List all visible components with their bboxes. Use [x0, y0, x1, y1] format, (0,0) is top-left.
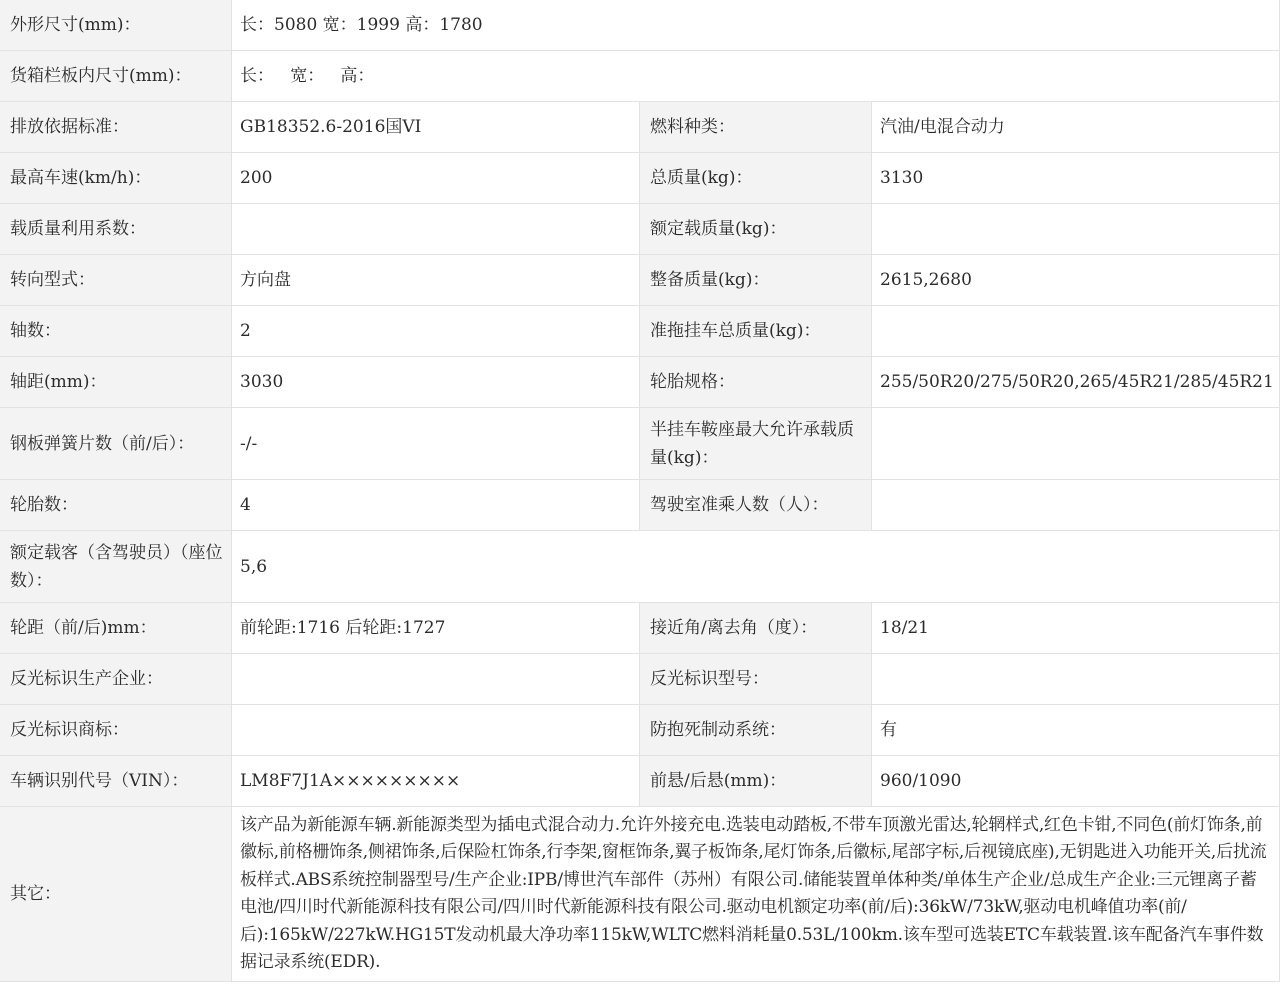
value-dimensions: 长：5080 宽：1999 高：1780	[232, 0, 1280, 51]
value-abs: 有	[872, 705, 1280, 756]
value-remarks: 该产品为新能源车辆.新能源类型为插电式混合动力.允许外接充电.选装电动踏板,不带车顶激光雷达,轮辋样式,红色卡钳,不同色(前灯饰条,前徽标,前格栅饰条,侧裙饰条,后保险杠饰条,行李架,窗框饰条,翼子板饰条,尾灯饰条,后徽标,尾部字标,后视镜底座),无钥匙进入功能开关,后扰流板样式.ABS系统控制器型号/生产企业:IPB/博世汽车部件（苏州）有限公司.储能装置单体种类/单体生产企业/总成生产企业:三元锂离子蓄电池/四川时代新能源科技有限公司/四川时代新能源科技有限公司.驱动电机额定功率(前/后):36kW/73kW,驱动电机峰值功率(前/后):165kW/227kW.HG15T发动机最大净功率115kW,WLTC燃料消耗量0.53L/100km.该车型可选装ETC车载装置.该车配备汽车事件数据记录系统(EDR).	[232, 807, 1280, 982]
label-cab-capacity: 驾驶室准乘人数（人）：	[640, 480, 872, 531]
label-max-speed: 最高车速(km/h)：	[0, 153, 232, 204]
label-cargo-box-dimensions: 货箱栏板内尺寸(mm)：	[0, 51, 232, 102]
value-reflective-manufacturer	[232, 654, 640, 705]
value-axle-count: 2	[232, 306, 640, 357]
label-tire-spec: 轮胎规格：	[640, 357, 872, 408]
value-curb-weight: 2615,2680	[872, 255, 1280, 306]
value-tire-count: 4	[232, 480, 640, 531]
value-tire-spec: 255/50R20/275/50R20,265/45R21/285/45R21	[872, 357, 1280, 408]
value-max-speed: 200	[232, 153, 640, 204]
label-curb-weight: 整备质量(kg)：	[640, 255, 872, 306]
label-fuel-type: 燃料种类：	[640, 102, 872, 153]
value-approach-departure-angle: 18/21	[872, 603, 1280, 654]
value-cab-capacity	[872, 480, 1280, 531]
value-reflective-trademark	[232, 705, 640, 756]
label-load-utilization: 载质量利用系数：	[0, 204, 232, 255]
label-track-width: 轮距（前/后)mm：	[0, 603, 232, 654]
value-total-mass: 3130	[872, 153, 1280, 204]
value-emission-standard: GB18352.6-2016国VI	[232, 102, 640, 153]
value-track-width: 前轮距:1716 后轮距:1727	[232, 603, 640, 654]
label-approach-departure-angle: 接近角/离去角（度）：	[640, 603, 872, 654]
label-steering-type: 转向型式：	[0, 255, 232, 306]
label-reflective-trademark: 反光标识商标：	[0, 705, 232, 756]
value-fuel-type: 汽油/电混合动力	[872, 102, 1280, 153]
label-abs: 防抱死制动系统：	[640, 705, 872, 756]
value-leaf-springs: -/-	[232, 408, 640, 480]
value-rated-load	[872, 204, 1280, 255]
label-axle-count: 轴数：	[0, 306, 232, 357]
label-remarks: 其它：	[0, 807, 232, 982]
value-trailer-mass	[872, 306, 1280, 357]
value-wheelbase: 3030	[232, 357, 640, 408]
value-load-utilization	[232, 204, 640, 255]
label-reflective-manufacturer: 反光标识生产企业：	[0, 654, 232, 705]
label-reflective-model: 反光标识型号：	[640, 654, 872, 705]
label-fifth-wheel-load: 半挂车鞍座最大允许承载质量(kg)：	[640, 408, 872, 480]
label-trailer-mass: 准拖挂车总质量(kg)：	[640, 306, 872, 357]
label-leaf-springs: 钢板弹簧片数（前/后）：	[0, 408, 232, 480]
label-dimensions: 外形尺寸(mm)：	[0, 0, 232, 51]
value-overhang: 960/1090	[872, 756, 1280, 807]
value-reflective-model	[872, 654, 1280, 705]
label-total-mass: 总质量(kg)：	[640, 153, 872, 204]
value-vin: LM8F7J1A×××××××××	[232, 756, 640, 807]
label-rated-passengers: 额定载客（含驾驶员）（座位数）：	[0, 531, 232, 603]
label-emission-standard: 排放依据标准：	[0, 102, 232, 153]
value-cargo-box-dimensions: 长： 宽： 高：	[232, 51, 1280, 102]
value-steering-type: 方向盘	[232, 255, 640, 306]
label-overhang: 前悬/后悬(mm)：	[640, 756, 872, 807]
label-vin: 车辆识别代号（VIN）：	[0, 756, 232, 807]
value-fifth-wheel-load	[872, 408, 1280, 480]
label-tire-count: 轮胎数：	[0, 480, 232, 531]
label-wheelbase: 轴距(mm)：	[0, 357, 232, 408]
value-rated-passengers: 5,6	[232, 531, 1280, 603]
label-rated-load: 额定载质量(kg)：	[640, 204, 872, 255]
